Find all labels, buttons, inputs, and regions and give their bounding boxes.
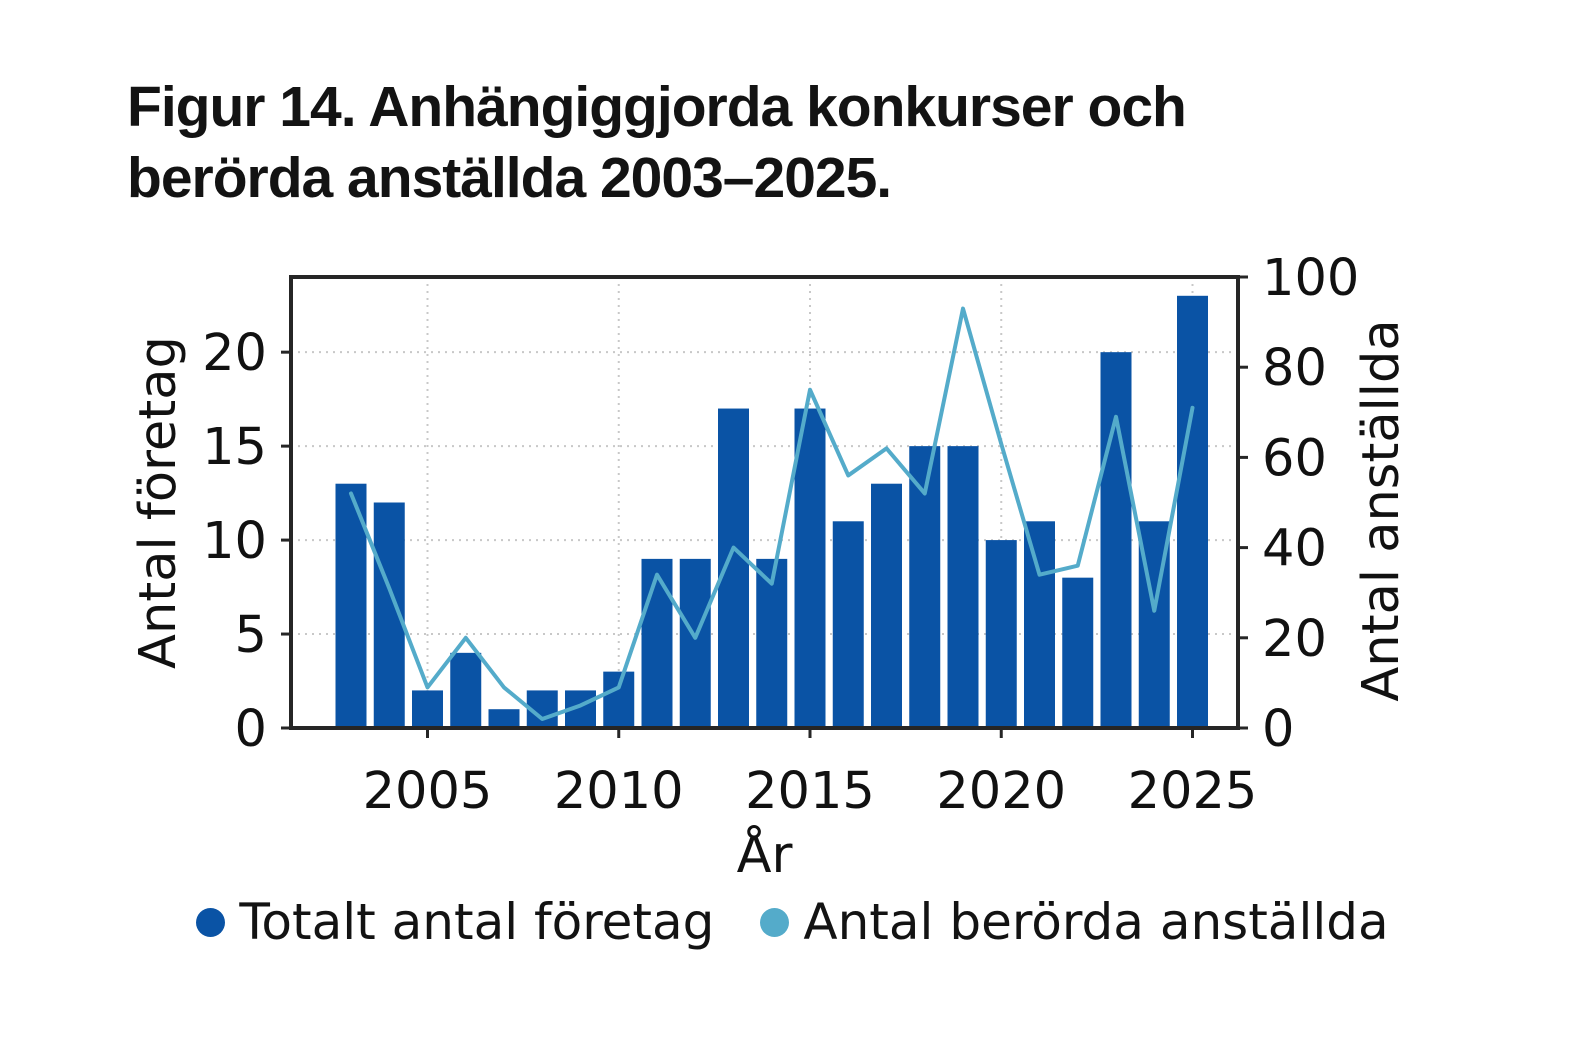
xtick-label: 2005 [362, 762, 493, 821]
ytick-right-label: 100 [1262, 249, 1360, 308]
bar-2019 [948, 446, 979, 728]
xtick-label: 2010 [553, 762, 684, 821]
ytick-left-label: 20 [202, 324, 267, 384]
companies-legend-label: Totalt antal företag [239, 893, 715, 951]
employees-legend-label: Antal berörda anställda [803, 893, 1389, 951]
legend-item-employees [760, 893, 1388, 951]
bar-2012 [680, 559, 711, 728]
bar-2020 [986, 540, 1017, 728]
bar-2015 [795, 409, 826, 728]
xtick-label: 2020 [936, 762, 1067, 821]
bar-2022 [1062, 578, 1093, 728]
employees-legend-dot-icon [760, 908, 789, 937]
bar-2016 [833, 521, 864, 728]
chart-title-line2: berörda anställda 2003–2025. [127, 146, 892, 210]
bar-2005 [412, 690, 443, 728]
ytick-left-label: 0 [234, 700, 267, 759]
bar-2006 [450, 653, 481, 728]
ytick-left-label: 10 [202, 512, 267, 572]
ytick-left-label: 5 [234, 606, 267, 666]
y-axis-label-left: Antal företag [129, 336, 188, 669]
bar-2011 [642, 559, 673, 728]
ytick-right-label: 60 [1262, 429, 1327, 489]
ytick-right-label: 40 [1262, 519, 1327, 579]
bar-2010 [603, 672, 634, 728]
bar-2023 [1101, 352, 1132, 728]
ytick-right-label: 20 [1262, 609, 1327, 669]
companies-legend-dot-icon [196, 908, 225, 937]
ytick-right-label: 0 [1262, 700, 1295, 759]
xtick-label: 2025 [1127, 762, 1258, 821]
x-axis-label: År [736, 826, 793, 885]
ytick-left-label: 15 [202, 418, 267, 478]
bar-2025 [1177, 296, 1208, 728]
bar-2007 [489, 709, 520, 728]
xtick-label: 2015 [745, 762, 875, 821]
ytick-right-label: 80 [1262, 339, 1327, 399]
legend-item-companies [196, 893, 714, 951]
y-axis-label-right: Antal anställda [1352, 319, 1411, 702]
bar-2021 [1024, 521, 1055, 728]
chart-legend [0, 893, 1585, 951]
chart-title-line1: Figur 14. Anhängiggjorda konkurser och [127, 75, 1186, 139]
bar-2017 [871, 484, 902, 728]
